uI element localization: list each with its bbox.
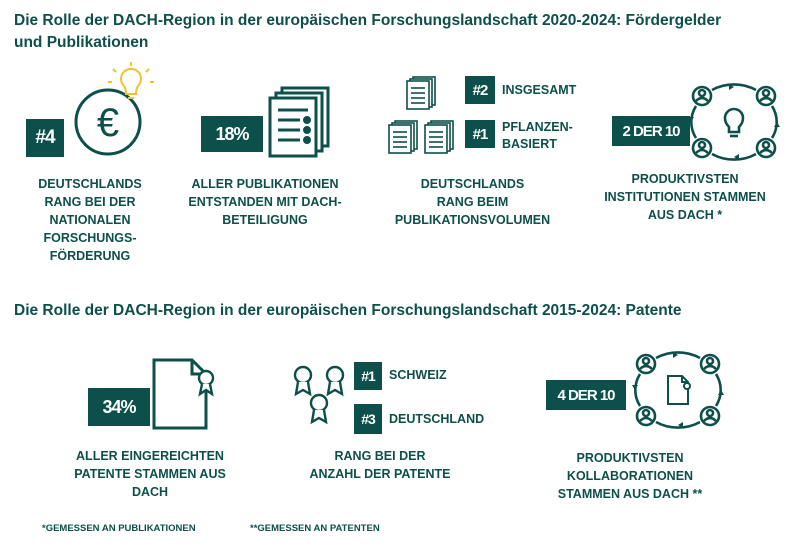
caption-patents — [60, 447, 240, 501]
caption-collaborations — [540, 449, 720, 503]
caption-line: DACH — [131, 485, 169, 499]
document-stack-small-icon — [407, 76, 437, 110]
caption-line: BETEILIGUNG — [222, 213, 308, 227]
section1-title-line2: und Publikationen — [14, 34, 149, 51]
caption-line: STAMMEN AUS DACH ** — [557, 487, 703, 501]
document-stack-small-icon — [425, 120, 455, 154]
caption-line: NATIONALEN — [49, 213, 131, 227]
caption-line: RANG BEI DER — [44, 195, 136, 209]
caption-line: ENTSTANDEN MIT DACH- — [188, 195, 342, 209]
caption-line: ALLER EINGEREICHTEN — [76, 449, 224, 463]
rank-badge-switzerland: #1 — [354, 362, 382, 390]
section1-title — [14, 10, 794, 54]
caption-line: PUBLIKATIONSVOLUMEN — [394, 213, 551, 227]
rank-label-germany-patents: DEUTSCHLAND — [389, 412, 485, 426]
caption-line: FORSCHUNGS- — [43, 231, 137, 245]
percent-badge-patents: 34% — [88, 388, 150, 426]
patent-document-icon — [152, 358, 216, 430]
rank-label-overall: INSGESAMT — [502, 83, 577, 97]
rank-badge-germany-patents: #3 — [354, 404, 382, 434]
percent-badge-publications: 18% — [201, 116, 263, 152]
caption-line: PRODUKTIVSTEN — [631, 172, 739, 186]
rank-label-line: BASIERT — [502, 137, 557, 151]
caption-line: KOLLABORATIONEN — [566, 469, 694, 483]
caption-institutions — [595, 170, 775, 224]
medal-awards-icon — [292, 364, 348, 426]
footnote-patents: **GEMESSEN AN PATENTEN — [250, 523, 380, 534]
count-badge-institutions: 2 DER 10 — [612, 116, 690, 146]
caption-line: INSTITUTIONEN STAMMEN — [604, 190, 766, 204]
caption-line: PRODUKTIVSTEN — [576, 451, 684, 465]
section2-title: Die Rolle der DACH-Region in der europäischen Forschungslandschaft 2015-2024: Patente — [14, 302, 682, 319]
rank-badge-overall: #2 — [465, 76, 495, 104]
caption-germany-funding — [20, 175, 160, 265]
rank-label-line: PFLANZEN- — [502, 120, 573, 134]
rank-label-plant-based — [502, 119, 573, 153]
rank-badge-plant-based: #1 — [465, 120, 495, 148]
euro-coin-lightbulb-icon — [70, 62, 160, 162]
rank-label-switzerland: SCHWEIZ — [389, 368, 447, 382]
rank-badge-germany-funding: #4 — [26, 119, 64, 157]
footnote-publications: *GEMESSEN AN PUBLIKATIONEN — [42, 523, 196, 534]
section1-title-line1: Die Rolle der DACH-Region in der europäischen Forschungslandschaft 2020-2024: Fördergelder — [14, 12, 722, 29]
caption-line: RANG BEIM — [436, 195, 509, 209]
document-network-icon — [632, 348, 724, 432]
svg-text:€: € — [96, 101, 120, 145]
caption-line: DEUTSCHLANDS — [420, 177, 525, 191]
caption-line: RANG BEI DER — [334, 449, 426, 463]
caption-line: ALLER PUBLIKATIONEN — [191, 177, 339, 191]
count-badge-collaborations: 4 DER 10 — [546, 380, 626, 410]
caption-line: FÖRDERUNG — [49, 249, 131, 263]
caption-line: DEUTSCHLANDS — [38, 177, 142, 191]
caption-publication-rank — [385, 175, 560, 229]
caption-patent-rank — [290, 447, 470, 483]
document-stack-small-icon — [389, 120, 419, 154]
caption-line: AUS DACH * — [647, 208, 723, 222]
caption-publications — [180, 175, 350, 229]
caption-line: PATENTE STAMMEN AUS — [74, 467, 226, 481]
lightbulb-network-icon — [688, 80, 780, 164]
caption-line: ANZAHL DER PATENTE — [309, 467, 451, 481]
documents-stack-icon — [270, 86, 332, 158]
